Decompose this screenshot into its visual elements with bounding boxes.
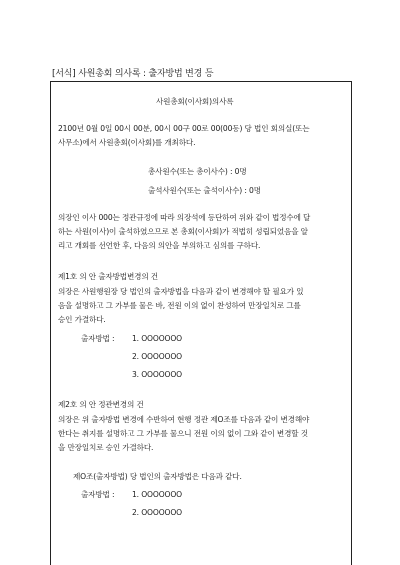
agenda1-method-item: 1. OOOOOOO [132, 334, 182, 343]
opening-line: 리고 개회를 선언한 후, 다음의 의안을 부의하고 심의를 구하다. [58, 241, 261, 250]
agenda1-body-line: 음을 설명하고 그 가부를 물은 바, 전원 이의 없이 찬성하여 만장일치로 그를 [58, 301, 301, 310]
agenda2-body-line: 의장은 위 출자방법 변경에 수반하여 현행 정관 제O조를 다음과 같이 변경해야 [58, 415, 310, 424]
agenda1-body-line: 의장은 사원행원장 당 법인의 출자방법을 다음과 같이 변경해야 할 필요가 있 [58, 287, 304, 296]
minutes-title: 사원총회(이사회)의사록 [156, 97, 234, 106]
minutes-frame [50, 81, 352, 565]
agenda2-body-line: 을 만장일치로 승인 가결하다. [58, 443, 154, 452]
agenda1-method-item: 3. OOOOOOO [132, 370, 182, 379]
agenda2-method-label: 출자방법 : [81, 490, 115, 499]
opening-line: 의장인 이사 000는 정관규정에 따라 의장석에 등단하여 위와 같이 법정수에 달 [58, 213, 311, 222]
intro-line: 2100년 0월 0일 00시 00분, 00시 00구 00로 00(00동) 당 법인 회의실(또는 [58, 124, 310, 133]
attendance-present: 출석사원수(또는 출석이사수) : 0명 [148, 186, 261, 195]
agenda2-method-item: 2. OOOOOOO [132, 508, 182, 517]
agenda2-article: 제O조(출자방법) 당 법인의 출자방법은 다음과 같다. [73, 472, 242, 481]
agenda2-body-line: 한다는 취지를 설명하고 그 가부를 물으니 전원 이의 없이 그와 같이 변경할 것 [58, 429, 308, 438]
agenda1-method-item: 2. OOOOOOO [132, 352, 182, 361]
agenda2-heading: 제2호 의 안 정관변경의 건 [58, 400, 144, 409]
agenda1-method-label: 출자방법 : [81, 334, 115, 343]
agenda1-body-line: 승인 가결하다. [58, 315, 106, 324]
agenda2-method-item: 1. OOOOOOO [132, 490, 182, 499]
document-caption: [서식] 사원총회 의사록 : 출자방법 변경 등 [52, 69, 214, 79]
attendance-total: 총사원수(또는 총이사수) : 0명 [148, 167, 247, 176]
intro-line: 사무소)에서 사원총회(이사회)를 개최하다. [58, 138, 196, 147]
opening-line: 하는 사원(이사)이 출석하였으므로 본 총회(이사회)가 적법히 성립되었음을 알 [58, 227, 308, 236]
agenda1-heading: 제1호 의 안 출자방법변경의 건 [58, 272, 158, 281]
